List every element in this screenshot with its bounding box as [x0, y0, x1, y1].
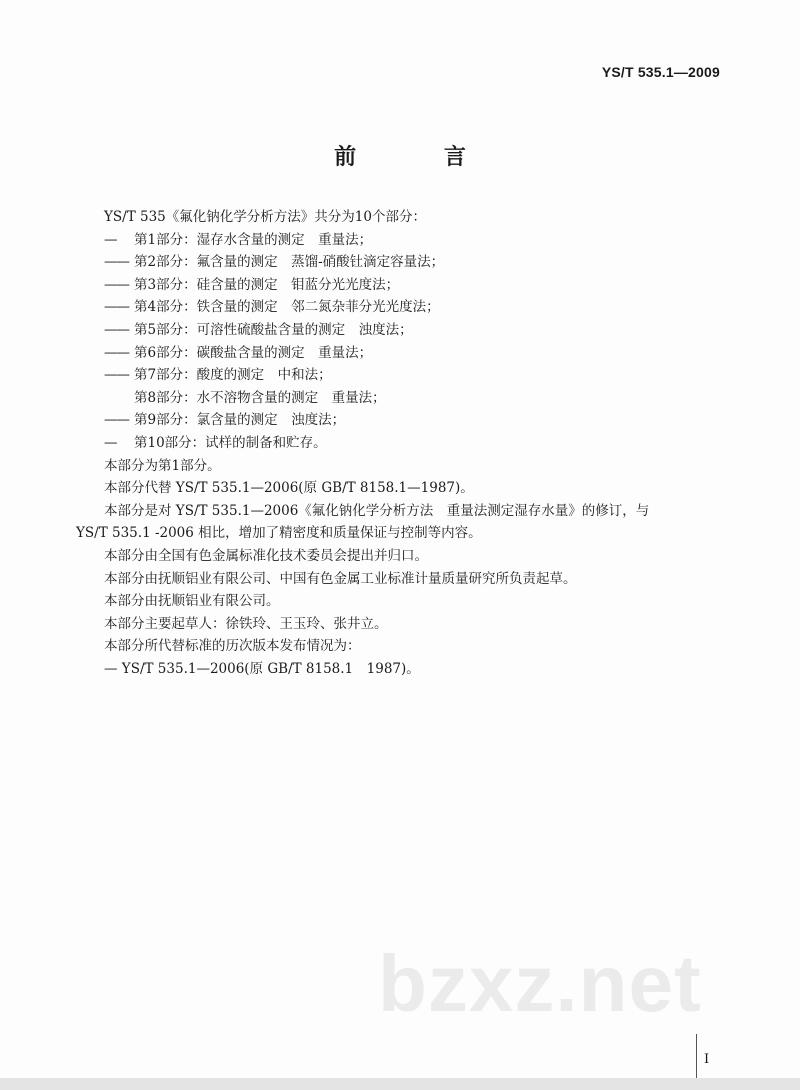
paragraph-replaces: 本部分代替 YS/T 535.1—2006(原 GB/T 8158.1—1987)。: [104, 480, 474, 497]
list-dash: ——: [104, 299, 129, 316]
list-item-text: 第6部分：碳酸盐含量的测定 重量法；: [134, 344, 373, 361]
list-dash: ——: [104, 367, 129, 384]
list-item: [76, 409, 726, 432]
paragraph-proposed-by: 本部分由全国有色金属标准化技术委员会提出并归口。: [104, 547, 428, 564]
list-item: [76, 229, 726, 252]
list-item-text: 第8部分：水不溶物含量的测定 重量法；: [134, 389, 386, 406]
list-dash: ——: [104, 412, 129, 429]
page-bottom-strip: [0, 1078, 800, 1090]
paragraph-drafted-by: 本部分由抚顺铝业有限公司、中国有色金属工业标准计量质量研究所负责起草。: [104, 570, 577, 587]
standard-code: YS/T 535.1—2009: [601, 64, 720, 80]
page-number: I: [704, 1052, 710, 1067]
foreword-body: [76, 206, 726, 680]
list-dash: ——: [104, 321, 129, 338]
paragraph-organization: 本部分由抚顺铝业有限公司。: [104, 593, 280, 610]
list-item-text: 第10部分：试样的制备和贮存。: [134, 434, 327, 451]
list-dash: —: [104, 434, 117, 451]
list-item: [76, 251, 726, 274]
list-item-text: 第1部分：湿存水含量的测定 重量法；: [134, 231, 373, 248]
list-item: [76, 274, 726, 297]
list-item-text: 第3部分：硅含量的测定 钼蓝分光光度法；: [134, 276, 400, 293]
list-item: [76, 342, 726, 365]
intro-line: YS/T 535《氟化钠化学分析方法》共分为10个部分：: [104, 209, 426, 225]
list-item-text: 第5部分：可溶性硫酸盐含量的测定 浊度法；: [134, 321, 413, 338]
list-item: [76, 296, 726, 319]
paragraph-drafters: 本部分主要起草人：徐铁玲、王玉玲、张井立。: [104, 615, 388, 632]
paragraph-revision-line2: YS/T 535.1 -2006 相比，增加了精密度和质量保证与控制等内容。: [76, 525, 482, 542]
page-title: 前 言: [334, 144, 506, 170]
list-item: [76, 432, 726, 455]
parts-list: [76, 229, 726, 455]
list-item: [76, 387, 726, 410]
list-item: [76, 319, 726, 342]
paragraph-history-item: — YS/T 535.1—2006(原 GB/T 8158.1 1987)。: [104, 660, 420, 677]
list-dash: ——: [104, 276, 129, 293]
list-item: [76, 364, 726, 387]
paragraph-part-number: 本部分为第1部分。: [104, 457, 221, 474]
paragraph-revision-line1: 本部分是对 YS/T 535.1—2006《氟化钠化学分析方法 重量法测定湿存水量》的修订，与: [104, 502, 650, 519]
list-dash: ——: [104, 254, 129, 271]
list-item-text: 第2部分：氟含量的测定 蒸馏-硝酸钍滴定容量法；: [134, 254, 445, 271]
list-item-text: 第9部分：氯含量的测定 浊度法；: [134, 412, 346, 429]
list-dash: —: [104, 231, 117, 248]
list-item-text: 第4部分：铁含量的测定 邻二氮杂菲分光光度法；: [134, 299, 440, 316]
paragraph-history-intro: 本部分所代替标准的历次版本发布情况为：: [104, 638, 361, 655]
list-dash: ——: [104, 344, 129, 361]
watermark: bzxz.net: [378, 939, 702, 1028]
list-item-text: 第7部分：酸度的测定 中和法；: [134, 367, 332, 384]
